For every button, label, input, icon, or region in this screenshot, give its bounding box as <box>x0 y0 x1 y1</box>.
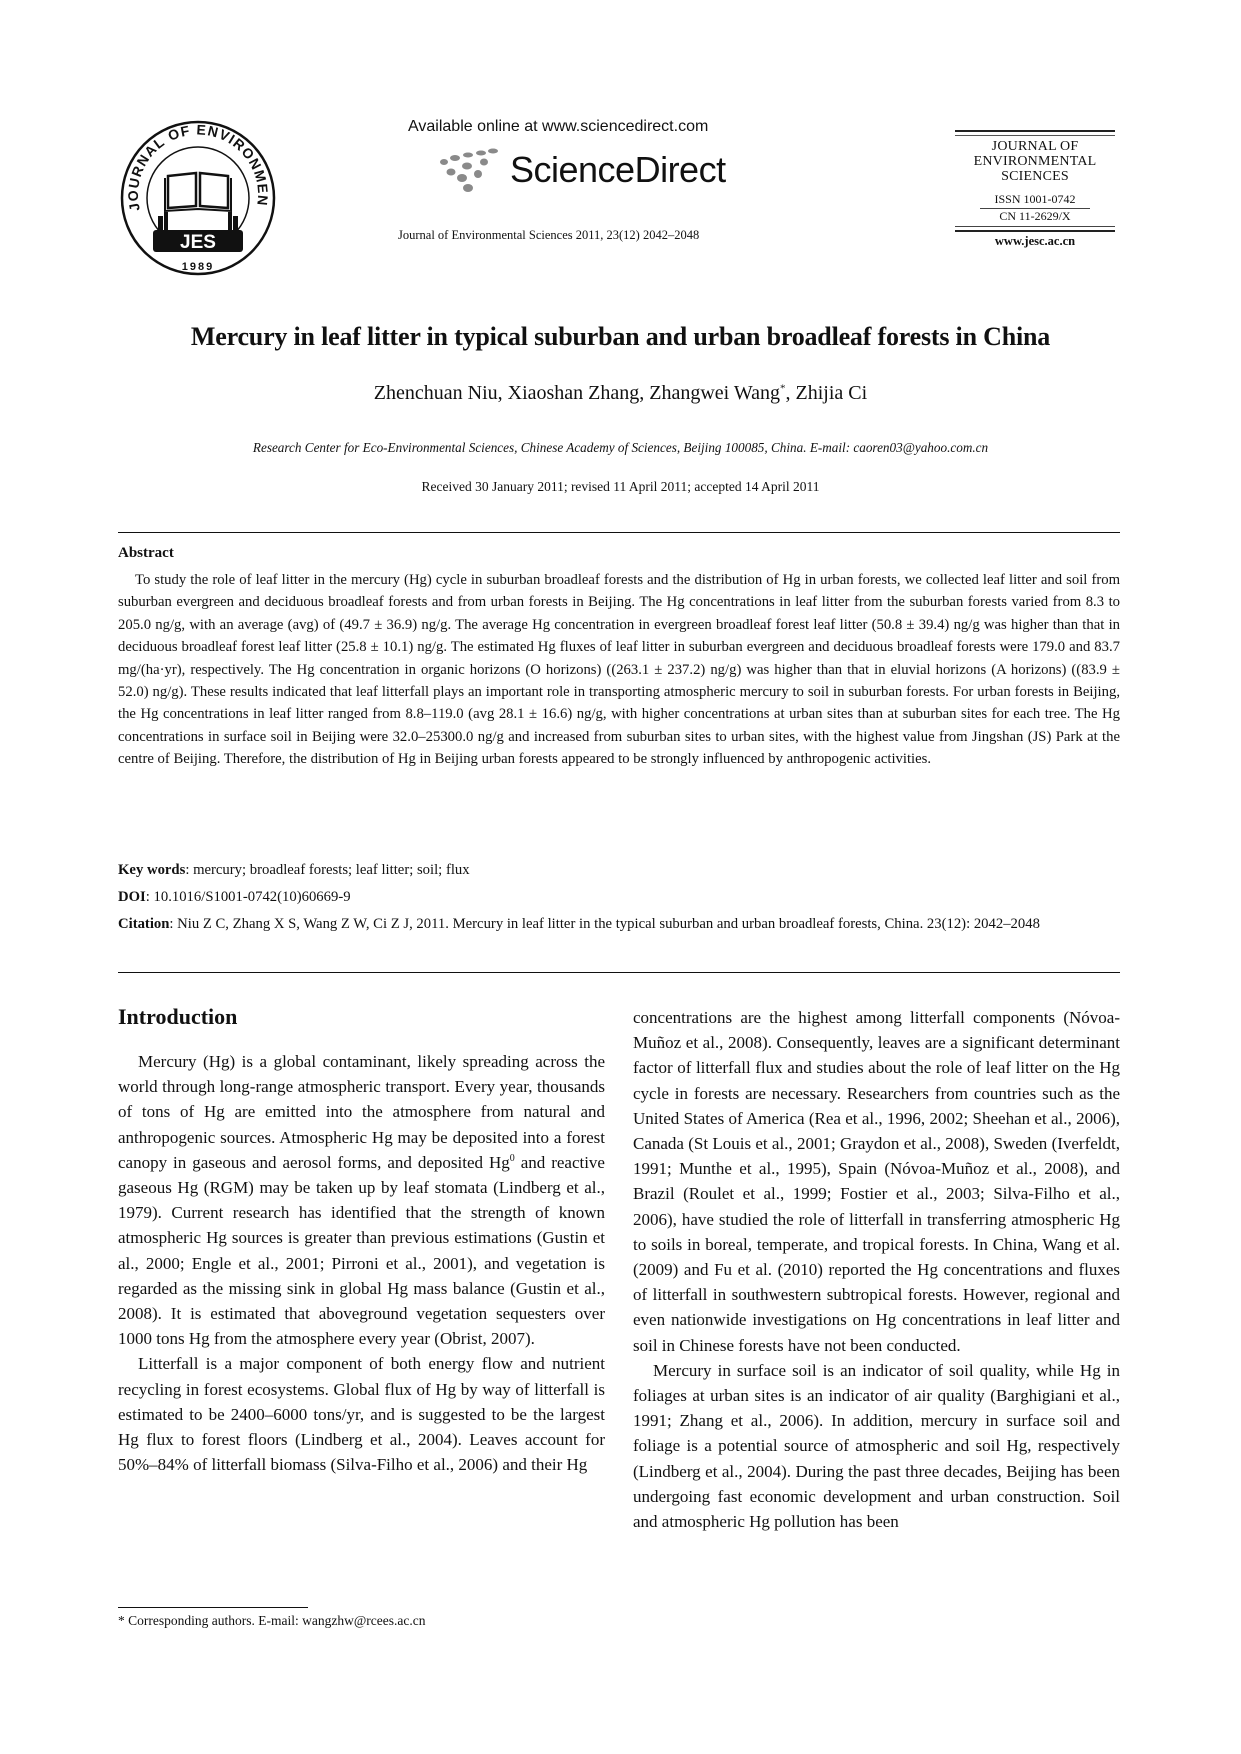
journal-box-title-2: ENVIRONMENTAL <box>973 154 1097 169</box>
logo-center-text: JES <box>180 232 216 253</box>
journal-issn: ISSN 1001-0742 <box>980 192 1089 209</box>
intro-p1-text-b: and reactive gaseous Hg (RGM) may be taken up by leaf stomata (Lindberg et al., 1979). Current research has identified that the strength of known atmospheric Hg sources is greater than previous estimations (Gustin et al., 2000; Engle et al., 2001; Pirroni et al., 2001), and vegetation is regarded as the missing sink in global Hg mass balance (Gustin et al., 2008). It is estimated that aboveground vegetation sequesters over 1000 tons Hg from the atmosphere every year (Obrist, 2007). <box>118 1152 605 1349</box>
article-dates: Received 30 January 2011; revised 11 April 2011; accepted 14 April 2011 <box>421 479 820 494</box>
sciencedirect-wordmark: ScienceDirect <box>510 149 726 190</box>
jes-emblem-icon <box>118 118 278 278</box>
box-bottom-rule <box>955 226 1115 232</box>
abstract-body <box>118 569 1120 771</box>
journal-citation-line: Journal of Environmental Sciences 2011, 23(12) 2042–2048 <box>398 228 700 242</box>
divider-bottom <box>118 972 1120 973</box>
abstract-heading: Abstract <box>118 545 174 561</box>
author-list <box>0 382 1241 405</box>
doi <box>118 886 1120 908</box>
journal-website: www.jesc.ac.cn <box>994 234 1076 248</box>
citation-label: Citation <box>118 916 170 932</box>
journal-cn: CN 11-2629/X <box>999 209 1071 223</box>
doi-value: : 10.1016/S1001-0742(10)60669-9 <box>145 889 351 905</box>
doi-label: DOI <box>118 889 146 905</box>
authors-text: Zhenchuan Niu, Xiaoshan Zhang, Zhangwei Wang <box>373 382 781 404</box>
keywords <box>118 859 1120 881</box>
keywords-label: Key words <box>118 862 186 878</box>
journal-logo <box>118 118 278 278</box>
logo-year: 1989 <box>181 261 215 273</box>
corresponding-author-mark: * <box>780 382 786 395</box>
column-left <box>118 1003 605 1477</box>
article-title: Mercury in leaf litter in typical suburban and urban broadleaf forests in China <box>190 322 1051 351</box>
sciencedirect-logo <box>438 148 726 192</box>
sciencedirect-dots-icon <box>438 148 502 192</box>
keywords-value: : mercury; broadleaf forests; leaf litter; soil; flux <box>185 862 470 878</box>
abstract-text: To study the role of leaf litter in the mercury (Hg) cycle in suburban broadleaf forests and the distribution of Hg in urban forests, we collected leaf litter and soil from suburban evergreen and deciduous broadleaf forests and from urban forests in Beijing. The Hg concentrations in leaf litter from the suburban forests varied from 8.3 to 205.0 ng/g, with an average (avg) of (49.7 ± 36.9) ng/g. The average Hg concentration in evergreen broadleaf forest leaf litter (50.8 ± 39.4) ng/g was higher than that in deciduous broadleaf forest leaf litter (25.8 ± 10.1) ng/g. The estimated Hg fluxes of leaf litter in suburban evergreen and deciduous broadleaf forests were 179.0 and 83.7 mg/(ha·yr), respectively. The Hg concentration in organic horizons (O horizons) ((263.1 ± 237.2) ng/g) was higher than that in eluvial horizons (A horizons) ((83.9 ± 52.0) ng/g). These results indicated that leaf litterfall plays an important role in transporting atmospheric mercury to soil in suburban forests. For urban forests in Beijing, the Hg concentrations in leaf litter ranged from 8.8–119.0 (avg 28.1 ± 16.6) ng/g, with higher concentrations at urban sites than at suburban sites for each tree. The Hg concentrations in surface soil in Beijing were 32.0–25300.0 ng/g and increased from suburban sites to urban sites, with the highest value from Jingshan (JS) Park at the centre of Beijing. Therefore, the distribution of Hg in Beijing urban forests appeared to be strongly influenced by anthropogenic activities. <box>118 572 1120 768</box>
intro-paragraph-3: Mercury in surface soil is an indicator of soil quality, while Hg in foliages at urban sites is an indicator of air quality (Barghigiani et al., 1991; Zhang et al., 2006). In addition, mercury in surface soil and foliage is a potential source of atmospheric and soil Hg, respectively (Lindberg et al., 2004). During the past three decades, Beijing has been undergoing fast economic development and urban construction. Soil and atmospheric Hg pollution has been <box>633 1360 1120 1532</box>
last-author: , Zhijia Ci <box>785 382 868 404</box>
intro-paragraph-2-continued: concentrations are the highest among litterfall components (Nóvoa-Muñoz et al., 2008). Consequently, leaves are a significant determinant factor of litterfall flux and studies about the role of leaf litter on the Hg cycle in forests are necessary. Researchers from countries such as the United States of America (Rea et al., 1996, 2002; Sheehan et al., 2006), Canada (St Louis et al., 2001; Graydon et al., 2008), Sweden (Iverfeldt, 1991; Munthe et al., 1995), Spain (Nóvoa-Muñoz et al., 2008), and Brazil (Roulet et al., 1999; Fostier et al., 2003; Silva-Filho et al., 2006), have studied the role of litterfall in transferring atmospheric Hg to soils in boreal, temperate, and tropical forests. In China, Wang et al. (2009) and Fu et al. (2010) reported the Hg concentrations and fluxes of litterfall in southwestern subtropical forests. However, regional and even nationwide investigations on Hg concentrations in leaf litter and soil in Chinese forests have not been conducted. <box>633 1008 1120 1355</box>
journal-box-title-3: SCIENCES <box>1001 169 1069 184</box>
intro-paragraph-2: Litterfall is a major component of both energy flow and nutrient recycling in forest ecosystems. Global flux of Hg by way of litterfall is estimated to be 2400–6000 tons/yr, and is suggested to be the largest Hg flux to forest floors (Lindberg et al., 2004). Leaves account for 50%–84% of litterfall biomass (Silva-Filho et al., 2006) and their Hg <box>118 1354 605 1475</box>
divider-top <box>118 532 1120 533</box>
superscript-zero: 0 <box>509 1152 515 1164</box>
logo-ring-text: JOURNAL OF ENVIRONMEN <box>124 121 272 213</box>
citation-value: : Niu Z C, Zhang X S, Wang Z W, Ci Z J, 2011. Mercury in leaf litter in the typical suburban and urban broadleaf forests, China. 23(12): 2042–2048 <box>169 916 1040 932</box>
journal-info-box <box>955 130 1115 249</box>
column-right <box>633 1005 1120 1534</box>
intro-paragraph-1 <box>118 1049 605 1351</box>
journal-box-title-1: JOURNAL OF <box>991 139 1079 154</box>
available-online-text: Available online at www.sciencedirect.com <box>408 118 709 135</box>
corresponding-author-footnote: * Corresponding authors. E-mail: wangzhw@rcees.ac.cn <box>118 1613 426 1628</box>
introduction-heading: Introduction <box>118 1004 238 1029</box>
citation <box>118 913 1120 935</box>
intro-p1-text-a: Mercury (Hg) is a global contaminant, likely spreading across the world through long-range atmospheric transport. Every year, thousands of tons of Hg are emitted into the atmosphere from natural and anthropogenic sources. Atmospheric Hg may be deposited into a forest canopy in gaseous and aerosol forms, and deposited Hg <box>118 1052 605 1172</box>
box-top-rule <box>955 130 1115 136</box>
affiliation: Research Center for Eco-Environmental Sciences, Chinese Academy of Sciences, Beijing 100085, China. E-mail: caoren03@yahoo.com.cn <box>252 440 989 455</box>
footnote-rule <box>118 1607 308 1608</box>
